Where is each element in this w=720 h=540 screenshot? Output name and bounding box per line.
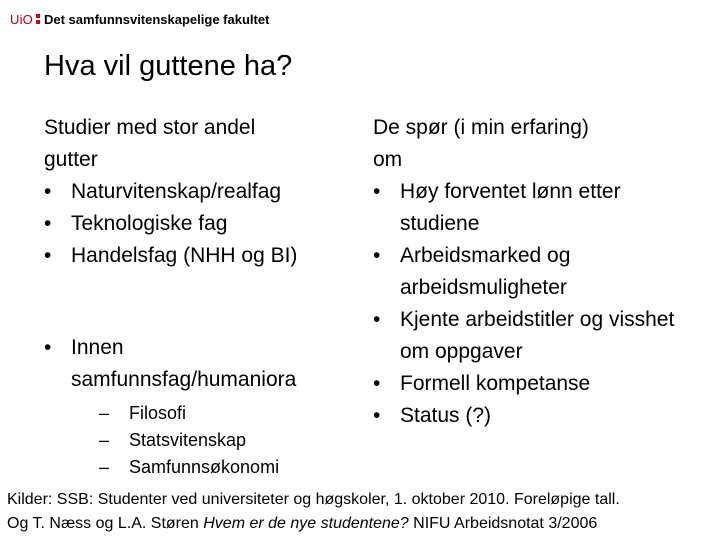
right-bullet-list bbox=[373, 176, 703, 432]
list-item-label: Innen samfunnsfag/humaniora bbox=[71, 336, 297, 391]
right-column bbox=[373, 112, 703, 432]
list-item: • Handelsfag (NHH og BI) bbox=[44, 240, 344, 272]
slide-title: Hva vil guttene ha? bbox=[44, 50, 293, 82]
list-item: • Naturvitenskap/realfag bbox=[44, 176, 344, 208]
slide-header bbox=[10, 8, 269, 30]
sources-footer bbox=[7, 488, 620, 536]
left-heading-line2: gutter bbox=[44, 148, 98, 171]
sources-line1: Kilder: SSB: Studenter ved universiteter og høgskoler, 1. oktober 2010. Foreløpige tall. bbox=[7, 491, 620, 508]
uio-logo-icon bbox=[36, 14, 40, 24]
sub-list-item: – Statsvitenskap bbox=[99, 427, 344, 454]
right-heading bbox=[373, 112, 703, 176]
sub-list-item: – Samfunnsøkonomi bbox=[99, 454, 344, 481]
sub-list-item: – Filosofi bbox=[99, 400, 344, 427]
left-heading-line1: Studier med stor andel bbox=[44, 116, 256, 139]
sources-report-title: Hvem er de nye studentene? bbox=[203, 515, 409, 532]
sources-line2 bbox=[7, 512, 620, 536]
list-item: • Høy forventet lønn etter studiene bbox=[373, 176, 703, 240]
uio-wordmark: UiO bbox=[10, 11, 33, 27]
list-item: • Arbeidsmarked og arbeidsmuligheter bbox=[373, 240, 703, 304]
faculty-name: Det samfunnsvitenskapelige fakultet bbox=[44, 11, 270, 27]
sources-authors: Og T. Næss og L.A. Støren bbox=[7, 515, 204, 532]
list-item: • Teknologiske fag bbox=[44, 208, 344, 240]
list-item: • Status (?) bbox=[373, 400, 703, 432]
sub-list bbox=[99, 400, 344, 481]
left-bullet-list bbox=[44, 176, 344, 272]
sources-report-ref: NIFU Arbeidsnotat 3/2006 bbox=[408, 515, 598, 532]
list-item: • Kjente arbeidstitler og visshet om oppgaver bbox=[373, 304, 703, 368]
left-bullet-list-2 bbox=[44, 332, 344, 481]
right-heading-line1: De spør (i min erfaring) bbox=[373, 116, 589, 139]
left-heading bbox=[44, 112, 344, 176]
list-item: • Formell kompetanse bbox=[373, 368, 703, 400]
list-item bbox=[44, 332, 344, 481]
left-column bbox=[44, 112, 344, 481]
right-heading-line2: om bbox=[373, 148, 403, 171]
